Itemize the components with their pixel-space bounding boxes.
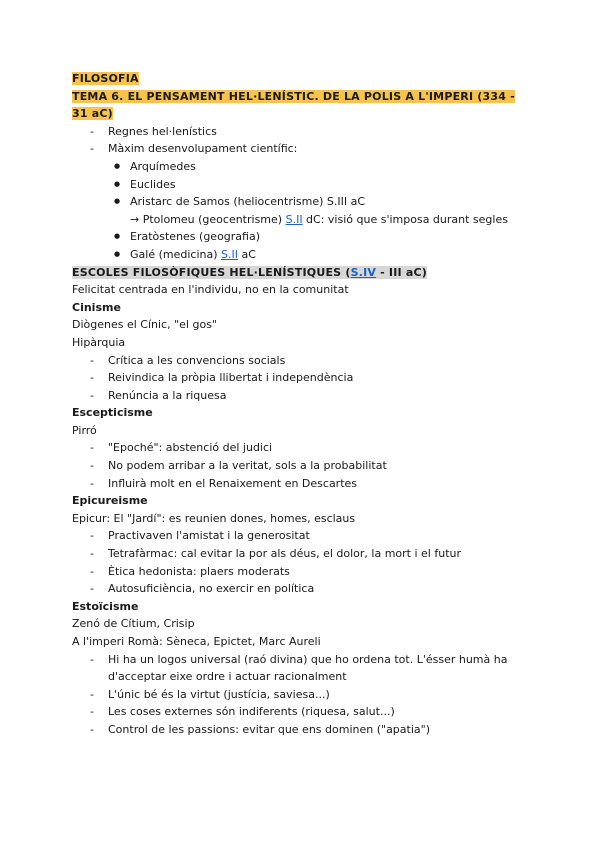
subject-title-text: FILOSOFIA [72,72,139,85]
list-item: - L'únic bé és la virtut (justícia, saviesa...) [72,686,532,704]
list-item: - Renúncia a la riquesa [72,387,532,405]
list-item: - Les coses externes són indiferents (riquesa, salut...) [72,703,532,721]
epicureisme-line1: Epicur: El "Jardí": es reunien dones, homes, esclaus [72,511,356,525]
list-item: - "Epoché": abstenció del judici [72,439,532,457]
escepticisme-heading: Escepticisme [72,406,153,420]
intro-list [72,123,532,158]
cinisme-line2: Hipàrquia [72,335,126,349]
cinisme-list [72,352,532,405]
ptolomeu-prefix: → Ptolomeu (geocentrisme) [130,212,286,226]
list-item: - Regnes hel·lenístics [72,123,532,141]
escoles-heading-suffix: - III aC) [376,265,427,279]
list-item: - Crítica a les convencions socials [72,352,532,370]
list-item: ● Aristarc de Samos (heliocentrisme) S.III aC [72,193,532,211]
escoles-heading [72,264,532,282]
tema-heading [72,88,532,123]
escepticisme-line1: Pirró [72,423,97,437]
list-item: ● Euclides [72,176,532,194]
escoles-heading-prefix: ESCOLES FILOSÒFIQUES HEL·LENÍSTIQUES ( [72,265,351,279]
list-item: - No podem arribar a la veritat, sols a la probabilitat [72,457,532,475]
list-item: - Practivaven l'amistat i la generositat [72,527,532,545]
document-page [72,70,532,739]
list-item: - Hi ha un logos universal (raó divina) que ho ordena tot. L'ésser humà ha d'acceptar eixe ordre i actuar racionalment [72,651,532,686]
tema-heading-text: TEMA 6. EL PENSAMENT HEL·LENÍSTIC. DE LA POLIS A L'IMPERI (334 - 31 aC) [72,89,515,121]
epicureisme-heading: Epicureisme [72,494,148,508]
epicureisme-list [72,527,532,597]
estoicisme-line1: Zenó de Cítium, Crisip [72,617,195,631]
ptolomeu-link[interactable]: S.II [285,212,303,226]
list-item: - Autosuficiència, no exercir en política [72,580,532,598]
list-item: - Tetrafàrmac: cal evitar la por als déus, el dolor, la mort i el futur [72,545,532,563]
list-item: - Reivindica la pròpia llibertat i independència [72,369,532,387]
estoicisme-list [72,651,532,739]
subject-title [72,70,532,88]
ptolomeu-line [72,211,532,229]
ptolomeu-suffix: dC: visió que s'imposa durant segles [302,212,508,226]
escoles-heading-highlight [72,266,427,279]
list-item: - Control de les passions: evitar que ens dominen ("apatia") [72,721,532,739]
gale-suffix: aC [237,247,256,261]
estoicisme-line2: A l'imperi Romà: Sèneca, Epictet, Marc Aureli [72,635,321,648]
list-item: ● Eratòstenes (geografia) [72,228,532,246]
escoles-intro: Felicitat centrada en l'individu, no en la comunitat [72,283,349,297]
list-item: - Màxim desenvolupament científic: [72,140,532,158]
scientists-list [72,158,532,211]
list-item: ● Arquímedes [72,158,532,176]
escepticisme-list [72,439,532,492]
list-item: - Ètica hedonista: plaers moderats [72,563,532,581]
estoicisme-heading: Estoïcisme [72,599,139,613]
scientists-list-continued [72,228,532,263]
escoles-heading-link[interactable]: S.IV [350,265,377,279]
cinisme-line1: Diògenes el Cínic, "el gos" [72,318,217,332]
cinisme-heading: Cinisme [72,300,121,314]
list-item [72,246,532,264]
gale-link[interactable]: S.II [221,247,238,261]
gale-prefix: Galé (medicina) [130,247,222,261]
list-item: - Influirà molt en el Renaixement en Descartes [72,475,532,493]
